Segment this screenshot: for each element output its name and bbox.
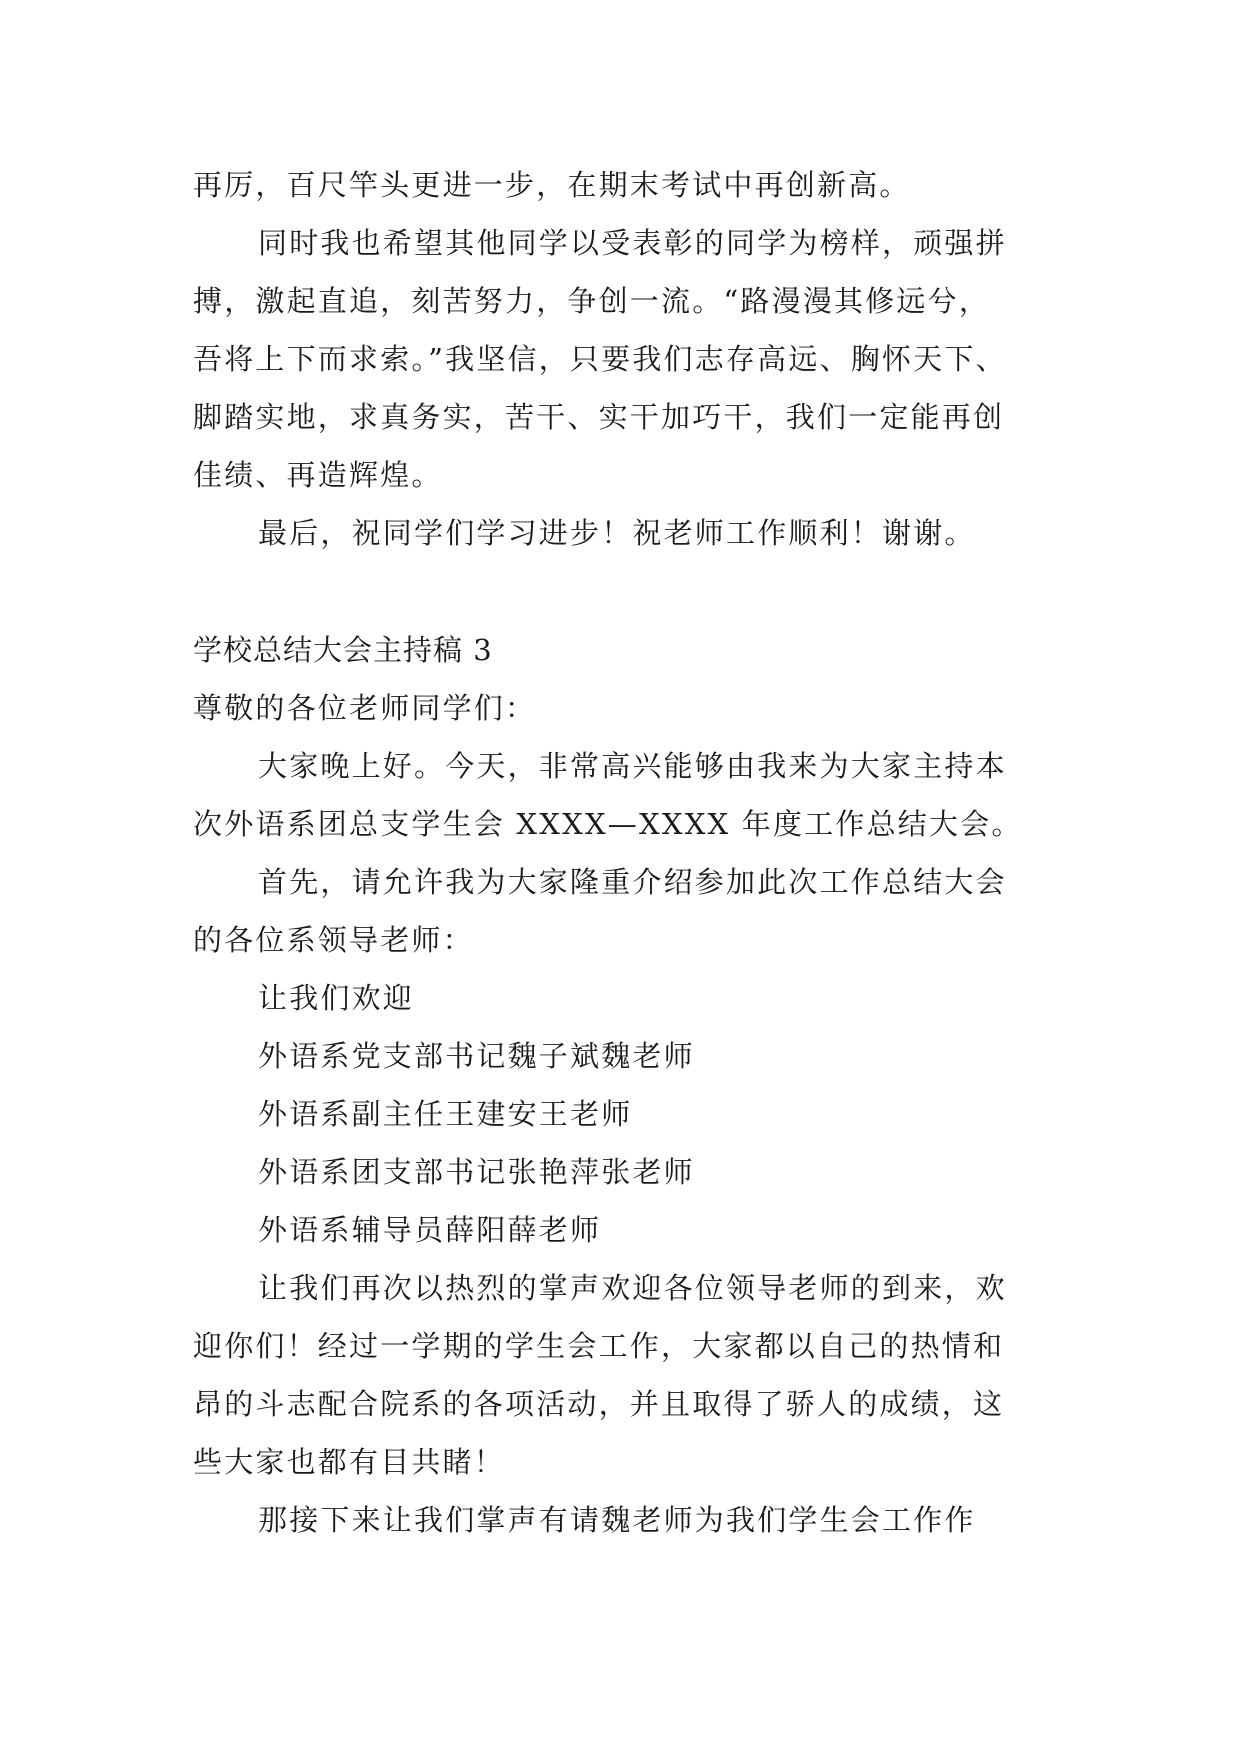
list-item: 外语系党支部书记魏子斌魏老师 bbox=[258, 1039, 695, 1073]
paragraph-line: 吾将上下而求索。”我坚信，只要我们志存高远、胸怀天下、 bbox=[193, 342, 1007, 376]
paragraph-line: 脚踏实地，求真务实，苦干、实干加巧干，我们一定能再创 bbox=[193, 400, 1005, 434]
paragraph-line: 首先，请允许我为大家隆重介绍参加此次工作总结大会 bbox=[258, 865, 1007, 899]
paragraph-line: 让我们欢迎 bbox=[258, 981, 415, 1015]
list-item: 外语系团支部书记张艳萍张老师 bbox=[258, 1155, 695, 1189]
paragraph-line: 大家晚上好。今天，非常高兴能够由我来为大家主持本 bbox=[258, 749, 1007, 783]
paragraph-line: 最后，祝同学们学习进步！祝老师工作顺利！谢谢。 bbox=[258, 516, 976, 550]
list-item: 外语系辅导员薛阳薛老师 bbox=[258, 1213, 602, 1247]
list-item: 外语系副主任王建安王老师 bbox=[258, 1097, 633, 1131]
paragraph-line: 迎你们！经过一学期的学生会工作，大家都以自己的热情和 bbox=[193, 1329, 1005, 1363]
paragraph-line: 那接下来让我们掌声有请魏老师为我们学生会工作作 bbox=[258, 1503, 976, 1537]
paragraph-line: 佳绩、再造辉煌。 bbox=[193, 458, 443, 492]
salutation: 尊敬的各位老师同学们： bbox=[193, 691, 537, 725]
paragraph-line: 再厉，百尺竿头更进一步，在期末考试中再创新高。 bbox=[193, 168, 911, 202]
paragraph-line: 同时我也希望其他同学以受表彰的同学为榜样，顽强拼 bbox=[258, 226, 1007, 260]
paragraph-line: 昂的斗志配合院系的各项活动，并且取得了骄人的成绩，这 bbox=[193, 1387, 1005, 1421]
paragraph-line: 次外语系团总支学生会 XXXX—XXXX 年度工作总结大会。 bbox=[193, 807, 1023, 841]
paragraph-line: 些大家也都有目共睹！ bbox=[193, 1445, 506, 1479]
paragraph-line: 让我们再次以热烈的掌声欢迎各位领导老师的到来，欢 bbox=[258, 1271, 1007, 1305]
paragraph-line: 的各位系领导老师： bbox=[193, 923, 474, 957]
section-heading: 学校总结大会主持稿 3 bbox=[193, 633, 493, 667]
paragraph-line: 搏，激起直追，刻苦努力，争创一流。“路漫漫其修远兮， bbox=[193, 284, 991, 318]
